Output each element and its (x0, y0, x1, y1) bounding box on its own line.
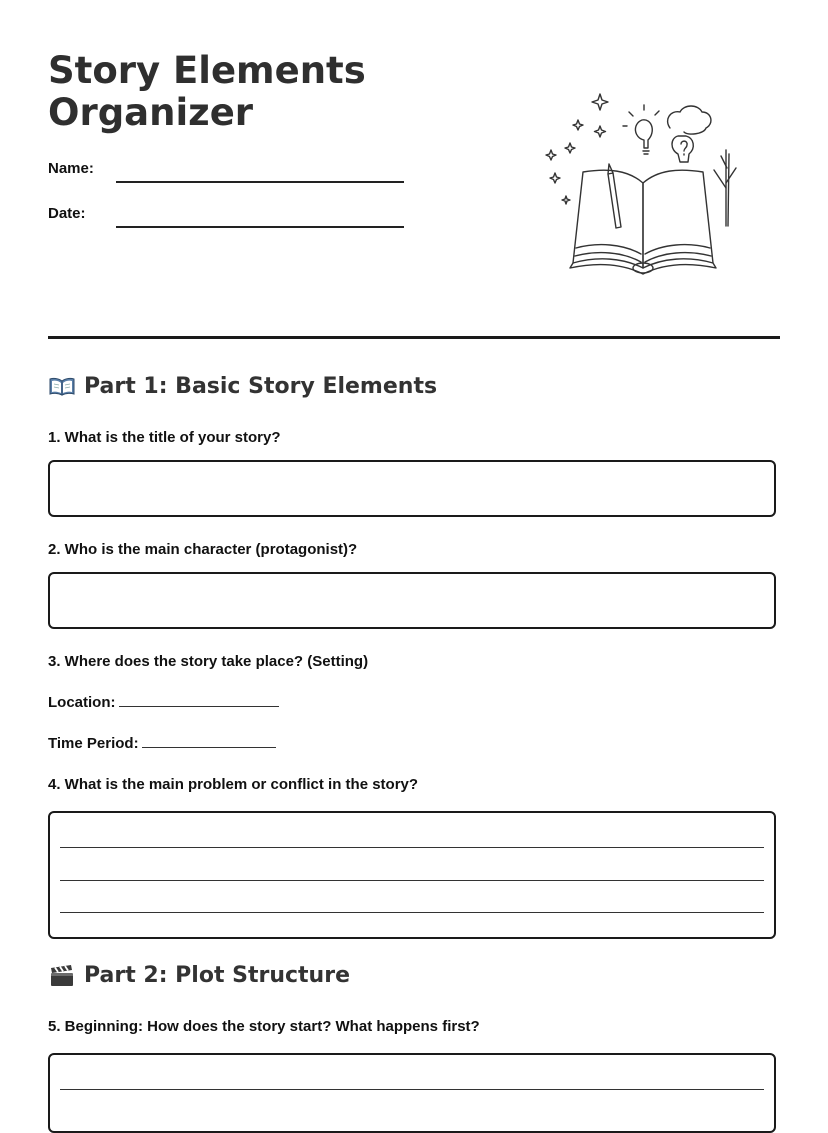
part1-title: Part 1: Basic Story Elements (84, 374, 438, 399)
sparkle-stars-icon (546, 94, 608, 204)
beginning-answer-box[interactable] (48, 1053, 776, 1133)
tree-branch-icon (714, 150, 736, 226)
question-2: 2. Who is the main character (protagonist)? (48, 541, 358, 558)
name-field[interactable] (48, 160, 408, 184)
writing-line (60, 847, 764, 848)
writing-line (60, 1089, 764, 1090)
page-title: Story Elements Organizer (48, 49, 366, 134)
conflict-answer-box[interactable] (48, 811, 776, 939)
date-line[interactable] (116, 226, 404, 228)
part2-title: Part 2: Plot Structure (84, 963, 350, 988)
title-answer-box[interactable] (48, 460, 776, 517)
location-field[interactable] (48, 692, 279, 711)
time-period-field[interactable] (48, 733, 276, 752)
thought-bulb-icon (668, 106, 711, 162)
name-label: Name: (48, 160, 94, 177)
question-3: 3. Where does the story take place? (Setting) (48, 653, 369, 670)
time-period-blank[interactable] (142, 733, 276, 748)
part2-heading (48, 963, 350, 988)
part1-heading (48, 374, 437, 399)
pencil-icon (608, 164, 621, 228)
question-1: 1. What is the title of your story? (48, 429, 281, 446)
book-illustration (538, 88, 748, 283)
name-line[interactable] (116, 181, 404, 183)
date-field[interactable] (48, 205, 408, 229)
clapper-board-icon (48, 964, 76, 988)
protagonist-answer-box[interactable] (48, 572, 776, 629)
question-5: 5. Beginning: How does the story start? What happens first? (48, 1018, 480, 1035)
writing-line (60, 880, 764, 881)
time-period-label: Time Period: (48, 735, 139, 752)
writing-line (60, 912, 764, 913)
location-label: Location: (48, 694, 116, 711)
date-label: Date: (48, 205, 86, 222)
question-4: 4. What is the main problem or conflict in the story? (48, 776, 419, 793)
section-divider (48, 336, 780, 339)
open-book-icon (48, 375, 76, 399)
open-book-icon (570, 170, 716, 274)
lightbulb-icon (623, 105, 659, 154)
location-blank[interactable] (119, 692, 279, 707)
